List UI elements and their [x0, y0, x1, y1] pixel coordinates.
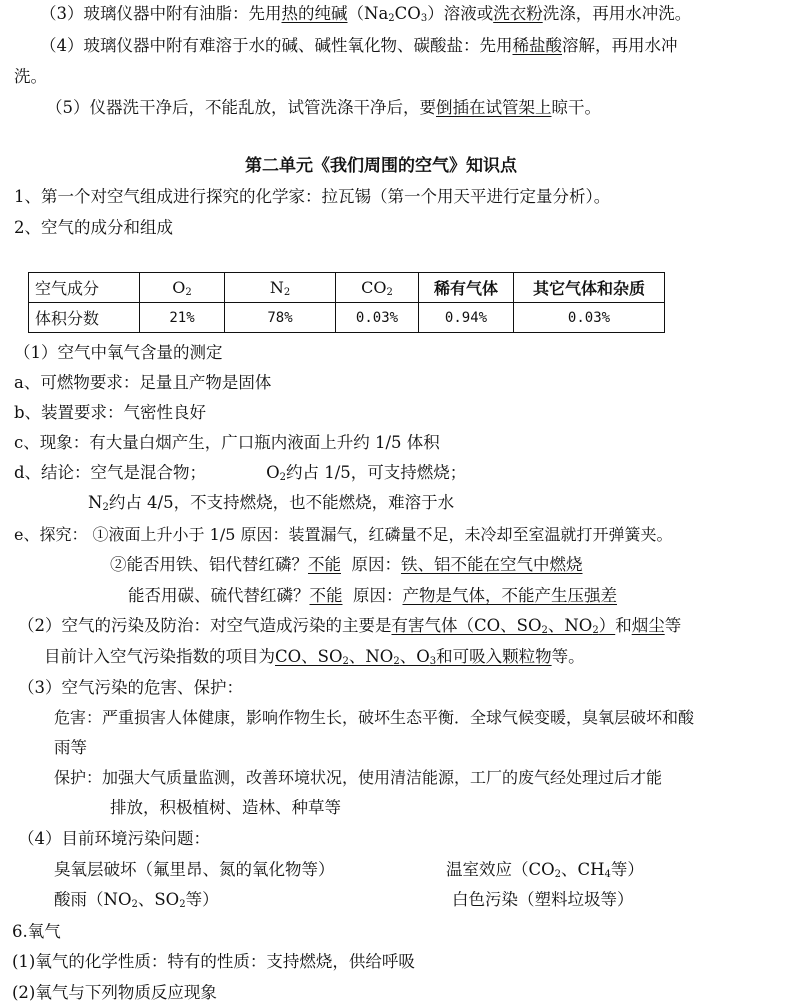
s1-e1: e、探究： ①液面上升小于 1/5 原因：装置漏气，红磷量不足，未冷却至室温就打开弹簧夹。 — [14, 525, 673, 544]
subscript: 2 — [388, 13, 395, 24]
s3-harm2: 雨等 — [54, 738, 87, 757]
text: 、O — [399, 647, 430, 666]
s4-greenhouse — [446, 859, 644, 886]
text: 约占 1/5，可支持燃烧； — [285, 463, 467, 482]
subscript: 4 — [604, 869, 611, 880]
text: （2）空气的污染及防治：对空气造成污染的主要是 — [18, 616, 392, 635]
cell-text: CO — [361, 277, 387, 297]
text: 有害气体（CO、SO — [391, 616, 542, 635]
table-cell — [140, 303, 225, 333]
text: 洗。 — [14, 67, 47, 86]
subscript: 2 — [342, 656, 349, 667]
line-cleaning-oil — [40, 3, 691, 30]
text: 等） — [610, 860, 644, 879]
text: 原因： — [342, 586, 403, 605]
table-cell — [514, 273, 665, 303]
text: d、结论：空气是混合物； — [14, 463, 207, 482]
subscript: 2 — [386, 286, 393, 298]
s4-ozone: 臭氧层破坏（氟里昂、氮的氧化物等） — [54, 860, 335, 879]
text: 晾干。 — [551, 98, 601, 117]
cell-text: 78% — [267, 309, 293, 326]
subscript: 2 — [102, 502, 109, 513]
cell-text: 体积分数 — [35, 309, 100, 328]
text: 等。 — [551, 647, 585, 666]
table-cell — [29, 303, 140, 333]
s1-e3 — [128, 585, 617, 607]
subscript: 2 — [554, 869, 562, 880]
s1-d1 — [14, 462, 466, 489]
text: 酸雨（NO — [54, 890, 132, 909]
s3-heading: （3）空气污染的危害、保护： — [18, 678, 243, 697]
s4-heading: （4）目前环境污染问题： — [18, 829, 210, 848]
text: 、CH — [561, 860, 605, 879]
subscript: 3 — [420, 13, 428, 24]
underlined-text: 不能 — [309, 586, 343, 605]
text: CO、SO — [275, 647, 343, 666]
table-cell — [29, 273, 140, 303]
underlined-text: 稀盐酸 — [512, 36, 562, 55]
text: 等） — [185, 890, 219, 909]
s1-a: a、可燃物要求：足量且产物是固体 — [14, 373, 272, 392]
s6-l2: (2)氧气与下列物质反应现象 — [12, 983, 217, 1002]
text: ） — [598, 616, 616, 635]
s2-l2 — [44, 646, 585, 673]
text: N — [88, 493, 103, 512]
text: O — [266, 463, 280, 482]
s3-protect1: 保护：加强大气质量监测，改善环境状况，使用清洁能源，工厂的废气经处理过后才能 — [54, 768, 663, 787]
text: 等 — [664, 616, 682, 635]
cell-text: N — [269, 277, 284, 297]
s3-harm1: 危害：严重损害人体健康，影响作物生长，破坏生态平衡．全球气候变暖，臭氧层破坏和酸 — [54, 708, 695, 727]
cell-text: 0.94% — [444, 309, 488, 326]
text: （4）玻璃仪器中附有难溶于水的碱、碱性氧化物、碳酸盐：先用 — [40, 36, 513, 55]
cell-text: 空气成分 — [35, 279, 100, 298]
underlined-text: 热的纯碱 — [281, 4, 348, 23]
cell-text: 其它气体和杂质 — [532, 279, 645, 298]
point-2: 2、空气的成分和组成 — [14, 218, 173, 237]
table-cell — [225, 303, 336, 333]
subscript: 2 — [279, 472, 286, 483]
underlined-text: 产物是气体，不能产生压强差 — [402, 586, 617, 605]
text: 、NO — [547, 616, 593, 635]
table-cell — [225, 273, 336, 303]
text: 能否用碳、硫代替红磷？ — [128, 586, 310, 605]
underlined-text: 烟尘 — [631, 616, 665, 635]
cell-text: 21% — [169, 309, 195, 326]
text: 、NO — [348, 647, 394, 666]
s1-b: b、装置要求：气密性良好 — [14, 403, 207, 422]
text: 目前计入空气污染指数的项目为 — [44, 647, 275, 666]
subscript: 2 — [541, 625, 548, 636]
table-cell — [336, 273, 419, 303]
text: 洗涤，再用水冲洗。 — [542, 4, 692, 23]
s3-protect2: 排放，积极植树、造林、种草等 — [110, 798, 341, 817]
air-composition-table — [28, 272, 665, 333]
subscript: 3 — [429, 656, 437, 667]
text: 原因： — [341, 555, 401, 574]
text: （3）玻璃仪器中附有油脂：先用 — [40, 4, 282, 23]
subscript: 2 — [131, 899, 138, 910]
line-dry — [46, 97, 601, 119]
text: （Na — [347, 4, 389, 23]
s4-white: 白色污染（塑料垃圾等） — [452, 890, 634, 909]
text: 温室效应（CO — [446, 860, 555, 879]
subscript: 2 — [185, 286, 192, 298]
text: 、SO — [137, 890, 180, 909]
text: 和可吸入颗粒物 — [436, 647, 552, 666]
table-row — [29, 303, 665, 333]
s1-c: c、现象：有大量白烟产生，广口瓶内液面上升约 1/5 体积 — [14, 433, 440, 452]
s6-l1: (1)氧气的化学性质：特有的性质：支持燃烧，供给呼吸 — [12, 952, 415, 971]
line-cleaning-base — [40, 35, 678, 57]
table-cell — [514, 303, 665, 333]
text: 约占 4/5，不支持燃烧，也不能燃烧，难溶于水 — [108, 493, 455, 512]
unit-title: 第二单元《我们周围的空气》知识点 — [245, 156, 517, 176]
underlined-text: 洗衣粉 — [493, 4, 543, 23]
s6-heading: 6.氧气 — [12, 922, 61, 941]
subscript: 2 — [283, 286, 291, 298]
subscript: 2 — [393, 656, 400, 667]
subscript: 2 — [592, 625, 599, 636]
s1-e2 — [110, 554, 583, 576]
text: ）溶液或 — [427, 4, 494, 23]
table-cell — [336, 303, 419, 333]
subscript: 2 — [179, 899, 186, 910]
cell-text: 0.03% — [355, 309, 399, 326]
point-1: 1、第一个对空气组成进行探究的化学家：拉瓦锡（第一个用天平进行定量分析）。 — [14, 187, 611, 206]
table-header-row — [29, 273, 665, 303]
table-cell — [419, 273, 514, 303]
underlined-text: 不能 — [308, 555, 341, 574]
table-cell — [140, 273, 225, 303]
text: （5）仪器洗干净后，不能乱放，试管洗涤干净后，要 — [46, 98, 436, 117]
table-cell — [419, 303, 514, 333]
text: ②能否用铁、铝代替红磷？ — [110, 555, 308, 574]
text: 和 — [615, 616, 632, 635]
s4-acid — [54, 889, 219, 916]
cell-text: 0.03% — [567, 309, 611, 326]
underlined-text — [392, 616, 616, 635]
cell-text: 稀有气体 — [433, 279, 498, 298]
underlined-text: 倒插在试管架上 — [436, 98, 552, 117]
s1-heading: （1）空气中氧气含量的测定 — [14, 343, 223, 362]
underlined-text: 铁、铝不能在空气中燃烧 — [401, 555, 583, 574]
underlined-text — [275, 647, 552, 666]
s1-d2 — [88, 492, 454, 519]
text: 溶解，再用水冲 — [562, 36, 678, 55]
s2-l1 — [18, 615, 681, 642]
text: CO — [394, 4, 421, 23]
line-wash-end — [14, 66, 47, 88]
cell-text: O — [172, 277, 186, 297]
